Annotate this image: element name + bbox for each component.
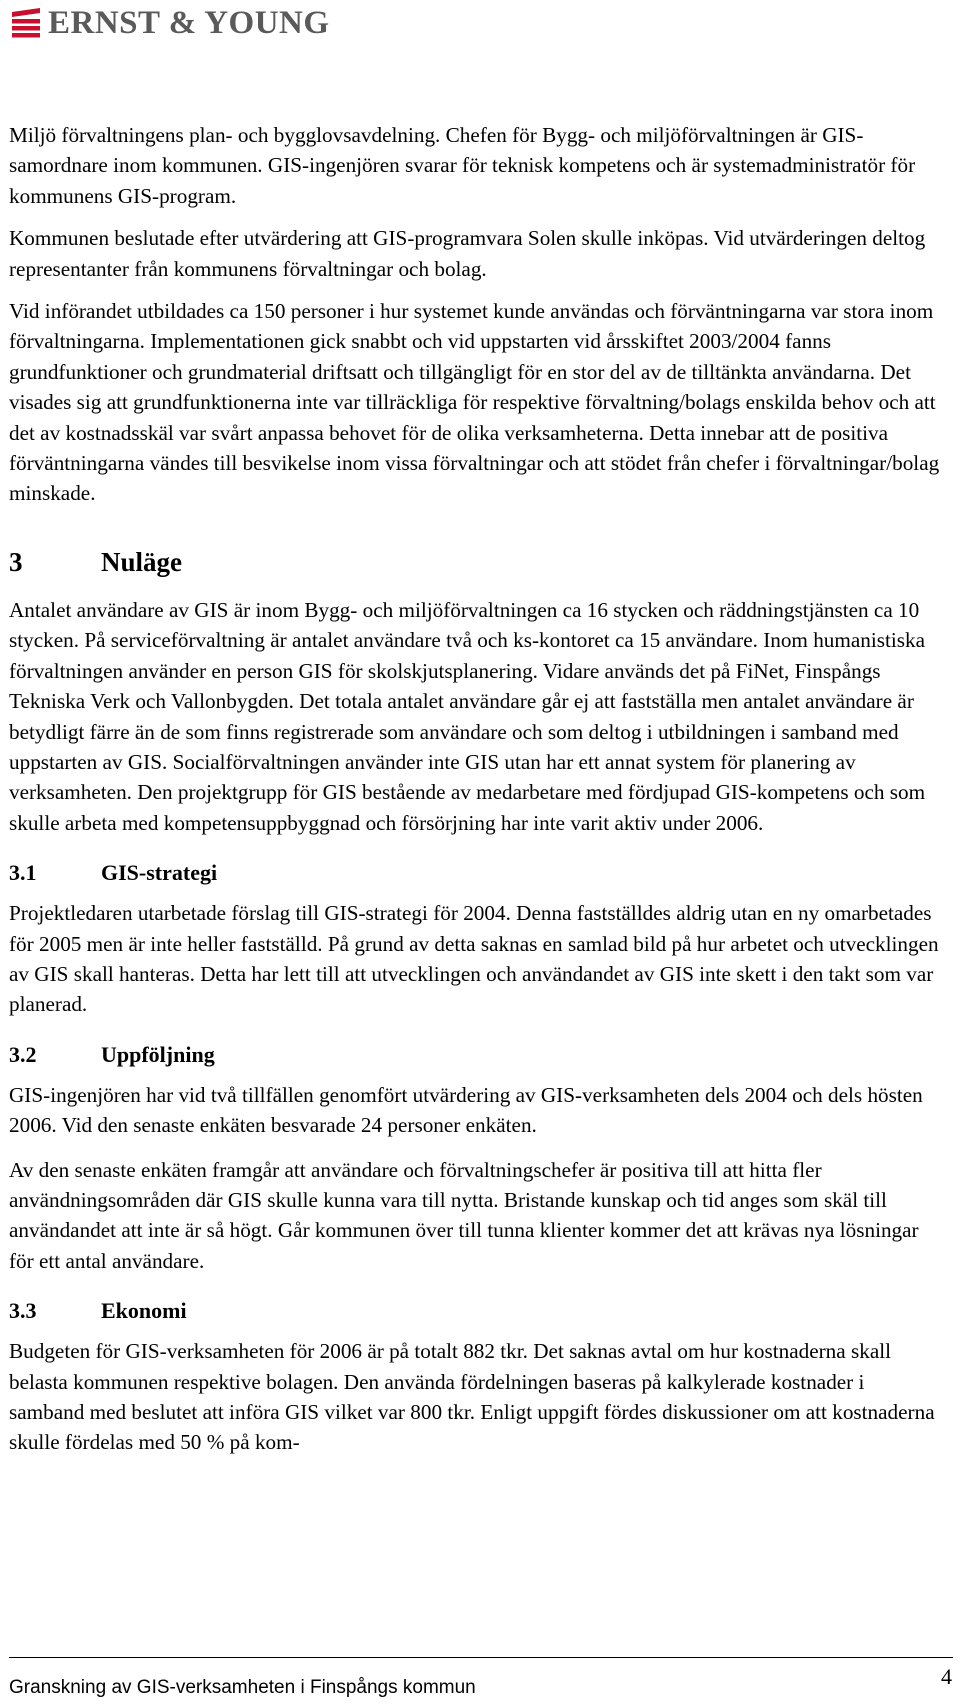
intro-paragraph: Kommunen beslutade efter utvärdering att GIS-programvara Solen skulle inköpas. Vid utvärderingen deltog representanter från kommunens förvaltningar och bolag. (9, 226, 926, 281)
subsection-title: Ekonomi (101, 1298, 187, 1324)
section-heading (9, 545, 941, 579)
section-paragraph: Projektledaren utarbetade förslag till GIS-strategi för 2004. Denna fastställdes aldrig utan en ny omarbetades för 2005 men är inte heller fastställd. På grund av detta saknas en samlad bild på hur arbetet och utvecklingen av GIS skall hanteras. Detta har lett till att utvecklingen och användandet av GIS inte skett i den takt som var planerad. (9, 901, 939, 1017)
section-paragraph: Antalet användare av GIS är inom Bygg- och miljöförvaltningen ca 16 stycken och räddningstjänsten ca 10 stycken. På serviceförvaltning är antalet användare två och ks-kontoret ca 15 användare. Inom humanistiska förvaltningen använder en person GIS för skolskjutsplanering. Vidare används det på FiNet, Finspångs Tekniska Verk och Vallonbygden. Det totala antalet användare går ej att fastställa men antalet användare är betydligt färre än de som finns registrerade som användare och som deltog i utbildningen i samband med uppstarten av GIS. Socialförvaltningen använder inte GIS utan har ett annat system för planering av verksamheten. Den projektgrupp för GIS bestående av medarbetare med fördjupad GIS-kompetens och som skulle arbeta med kompetensuppbyggnad och försörjning har inte varit aktiv under 2006. (9, 597, 926, 835)
subsection-heading (9, 1040, 941, 1070)
subsection-heading (9, 858, 941, 888)
subsection-number: 3.3 (9, 1298, 37, 1324)
subsection-title: Uppföljning (101, 1041, 215, 1067)
intro-paragraph: Vid införandet utbildades ca 150 personer i hur systemet kunde användas och förväntningarna var stora inom förvaltningarna. Implementationen gick snabbt och vid uppstarten vid årsskiftet 2003/2004 fanns grundfunktioner och grundmaterial driftsatt och tillgängligt för en stor del av de tilltänkta användarna. Det visades sig att grundfunktionerna inte var tillräckliga för respektive förvaltning/bolags enskilda behov och att det av kostnadsskäl var svårt anpassa behovet för de olika verksamheterna. Detta innebar att de positiva förväntningarna vändes till besvikelse inom vissa förvaltningar och att stödet från chefer i förvaltningar/bolag minskade. (9, 299, 940, 506)
company-logo (8, 6, 330, 40)
intro-paragraph: Miljö förvaltningens plan- och bygglovsavdelning. Chefen för Bygg- och miljöförvaltningen är GIS-samordnare inom kommunen. GIS-ingenjören svarar för teknisk kompetens och är systemadministratör för kommunens GIS-program. (9, 123, 916, 208)
section-paragraph: GIS-ingenjören har vid två tillfällen genomfört utvärdering av GIS-verksamheten dels 2004 och dels hösten 2006. Vid den senaste enkäten besvarade 24 personer enkäten. (9, 1082, 923, 1138)
section-paragraph: Av den senaste enkäten framgår att användare och förvaltningschefer är positiva till att hitta fler användningsområden där GIS skulle kunna vara till nytta. Bristande kunskap och tid anges som skäl till användandet att inte är så högt. Går kommunen över till tunna klienter kommer det att krävas nya lösningar för ett antal användare. (9, 1157, 919, 1273)
footer-title: Granskning av GIS-verksamheten i Finspångs kommun (9, 1677, 476, 1698)
footer-divider (9, 1657, 953, 1658)
page-number: 4 (941, 1664, 952, 1689)
subsection-number: 3.1 (9, 860, 37, 886)
document-body (9, 120, 941, 1472)
section-number: 3 (9, 546, 23, 577)
section-title: Nuläge (101, 546, 182, 577)
subsection-heading (9, 1296, 941, 1326)
logo-text: ERNST & YOUNG (48, 4, 330, 41)
section-paragraph: Budgeten för GIS-verksamheten för 2006 är på totalt 882 tkr. Det saknas avtal om hur kostnaderna skall belasta kommunen respektive bolagen. Den använda fördelningen baseras på kalkylerade kostnader i samband med beslutet att införa GIS vilket var 800 tkr. Enligt uppgift fördes diskussioner om att kostnaderna skulle fördelas med 50 % på kom- (9, 1339, 935, 1455)
subsection-number: 3.2 (9, 1041, 37, 1067)
ernst-young-bars-icon (8, 8, 42, 38)
subsection-title: GIS-strategi (101, 860, 218, 886)
